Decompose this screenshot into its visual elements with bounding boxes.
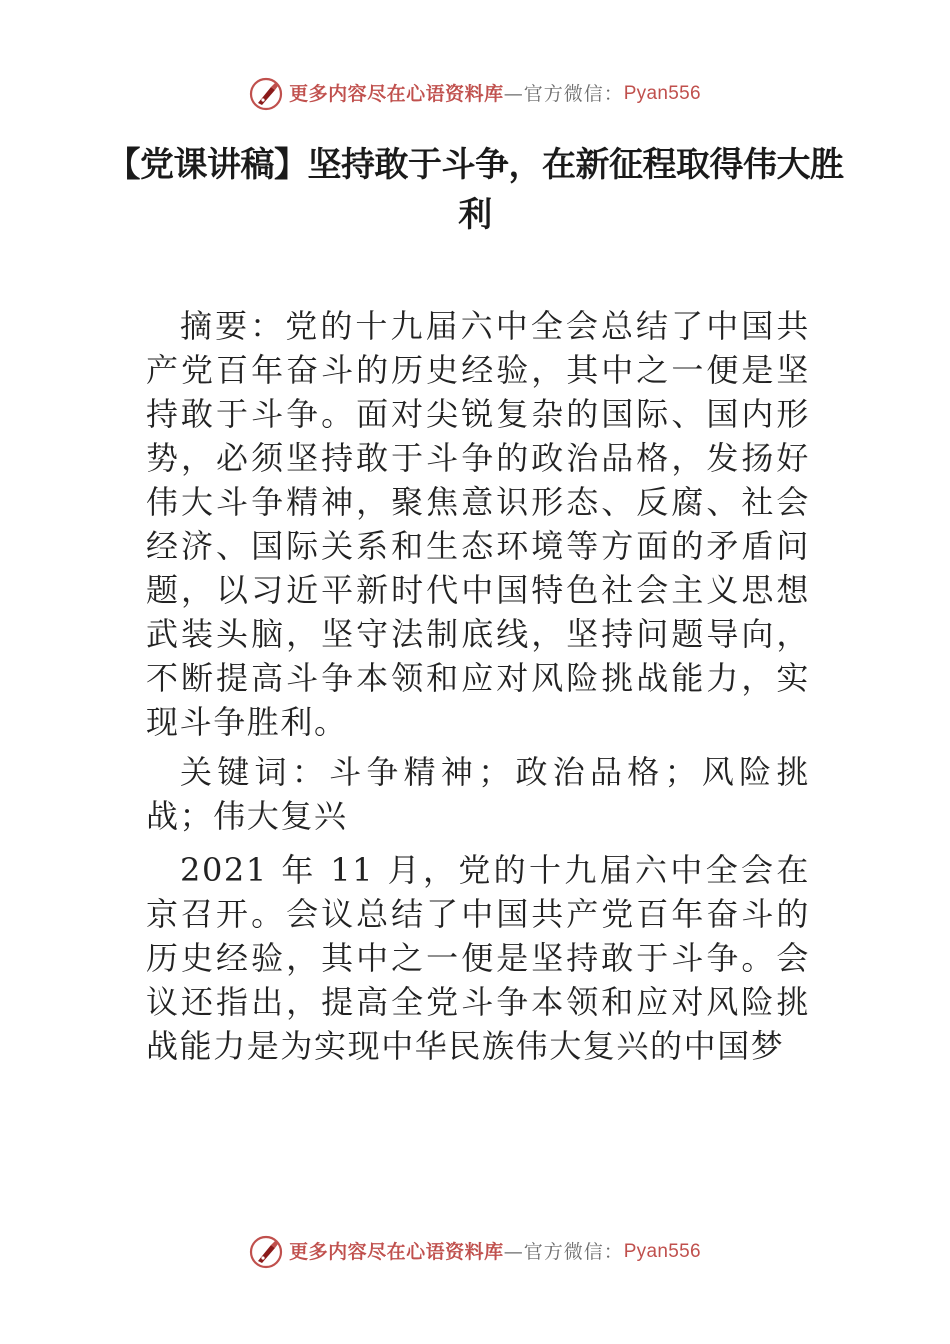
pen-nib-logo-icon [249, 1235, 283, 1269]
watermark-brand-text: 更多内容尽在心语资料库 [289, 83, 504, 105]
watermark-wechat-id: Pyan556 [623, 1241, 701, 1262]
footer-watermark [0, 1232, 950, 1272]
document-title: 【党课讲稿】坚持敢于斗争，在新征程取得伟大胜利 [106, 145, 844, 235]
pen-nib-logo-icon [249, 77, 283, 111]
document-body [146, 304, 810, 1068]
watermark-brand-text: 更多内容尽在心语资料库 [289, 1241, 504, 1263]
watermark-wechat-id: Pyan556 [623, 83, 701, 104]
watermark-dash: — [503, 83, 524, 105]
abstract-paragraph: 摘要：党的十九届六中全会总结了中国共产党百年奋斗的历史经验，其中之一便是坚持敢于斗争。面对尖锐复杂的国际、国内形势，必须坚持敢于斗争的政治品格，发扬好伟大斗争精神，聚焦意识形态、反腐、社会经济、国际关系和生态环境等方面的矛盾问题，以习近平新时代中国特色社会主义思想武装头脑，坚守法制底线，坚持问题导向，不断提高斗争本领和应对风险挑战能力，实现斗争胜利。 [146, 307, 810, 741]
watermark-label: 官方微信： [523, 83, 624, 105]
keywords-paragraph: 关键词：斗争精神；政治品格；风险挑战；伟大复兴 [146, 753, 810, 835]
header-watermark [0, 74, 950, 114]
watermark-dash: — [503, 1241, 524, 1263]
body-paragraph: 2021 年 11 月，党的十九届六中全会在京召开。会议总结了中国共产党百年奋斗的历史经验，其中之一便是坚持敢于斗争。会议还指出，提高全党斗争本领和应对风险挑战能力是为实现中华民族伟大复兴的中国梦 [146, 851, 810, 1065]
watermark-label: 官方微信： [523, 1241, 624, 1263]
